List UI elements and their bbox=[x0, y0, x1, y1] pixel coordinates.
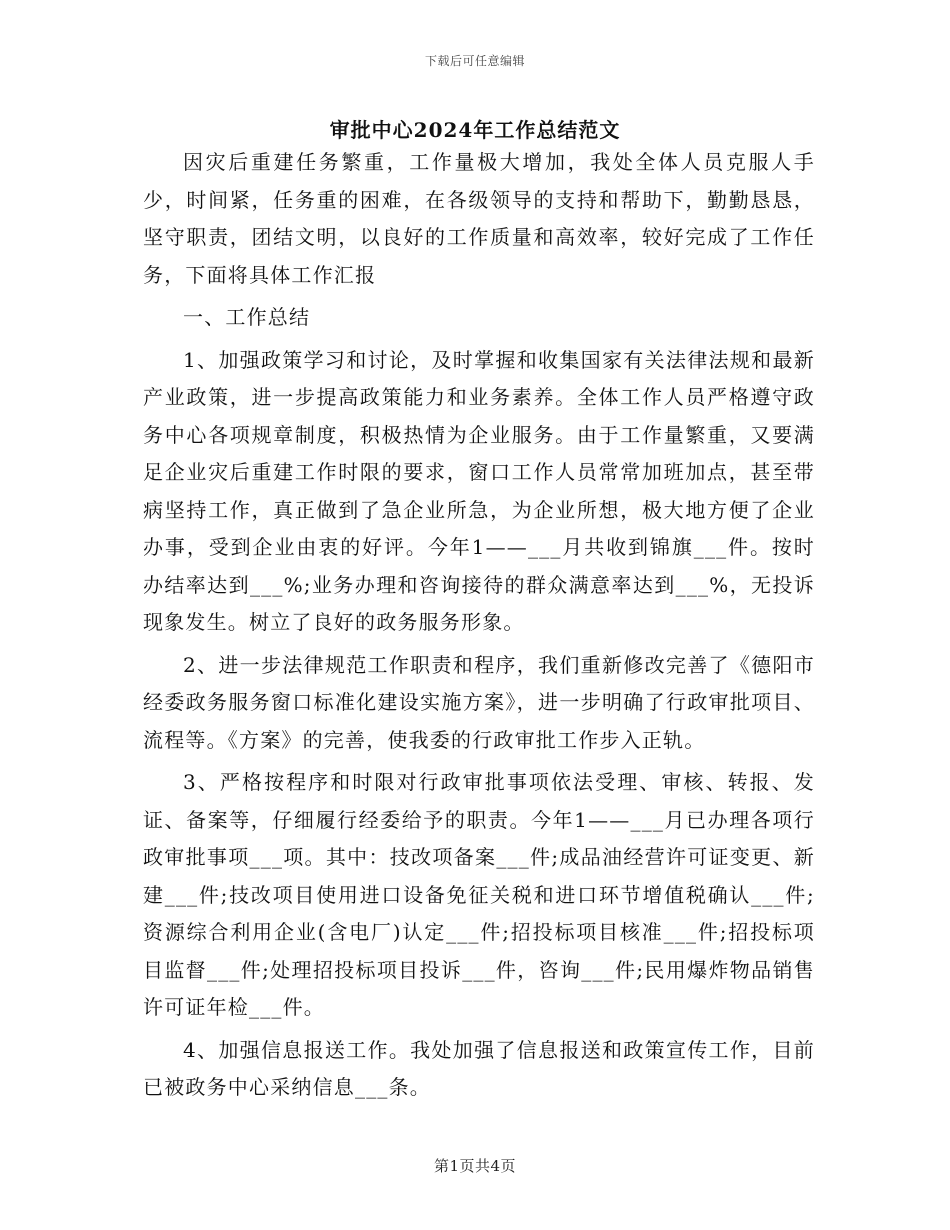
header-note: 下载后可任意编辑 bbox=[424, 54, 525, 68]
intro-paragraph: 因灾后重建任务繁重，工作量极大增加，我处全体人员克服人手少，时间紧，任务重的困难，在各级领导的支持和帮助下，勤勤恳恳，坚守职责，团结文明，以良好的工作质量和高效率，较好完成了工作任务，下面将具体工作汇报 bbox=[143, 150, 815, 287]
paragraph-2: 2、进一步法律规范工作职责和程序，我们重新修改完善了《德阳市经委政务服务窗口标准化建设实施方案》，进一步明确了行政审批项目、流程等。《方案》的完善，使我委的行政审批工作步入正轨。 bbox=[143, 652, 815, 752]
document-body bbox=[143, 144, 815, 1112]
paragraph-1: 1、加强政策学习和讨论，及时掌握和收集国家有关法律法规和最新产业政策，进一步提高政策能力和业务素养。全体工作人员严格遵守政务中心各项规章制度，积极热情为企业服务。由于工作量繁重，又要满足企业灾后重建工作时限的要求，窗口工作人员常常加班加点，甚至带病坚持工作，真正做到了急企业所急，为企业所想，极大地方便了企业办事，受到企业由衷的好评。今年1——___月共收到锦旗___件。按时办结率达到___%;业务办理和咨询接待的群众满意率达到___%，无投诉现象发生。树立了良好的政务服务形象。 bbox=[143, 347, 815, 634]
document-title: 审批中心2024年工作总结范文 bbox=[329, 118, 621, 142]
section-heading: 一、工作总结 bbox=[183, 305, 311, 329]
paragraph-3: 3、严格按程序和时限对行政审批事项依法受理、审核、转报、发证、备案等，仔细履行经委给予的职责。今年1——___月已办理各项行政审批事项___项。其中：技改项备案___件;成品油经营许可证变更、新建___件;技改项目使用进口设备免征关税和进口环节增值税确认___件;资源综合利用企业(含电厂)认定___件;招投标项目核准___件;招投标项目监督___件;处理招投标项目投诉___件，咨询___件;民用爆炸物品销售许可证年检___件。 bbox=[143, 770, 815, 1019]
paragraph-4: 4、加强信息报送工作。我处加强了信息报送和政策宣传工作，目前已被政务中心采纳信息___条。 bbox=[143, 1037, 815, 1099]
page-footer: 第1页共4页 bbox=[433, 1157, 517, 1175]
